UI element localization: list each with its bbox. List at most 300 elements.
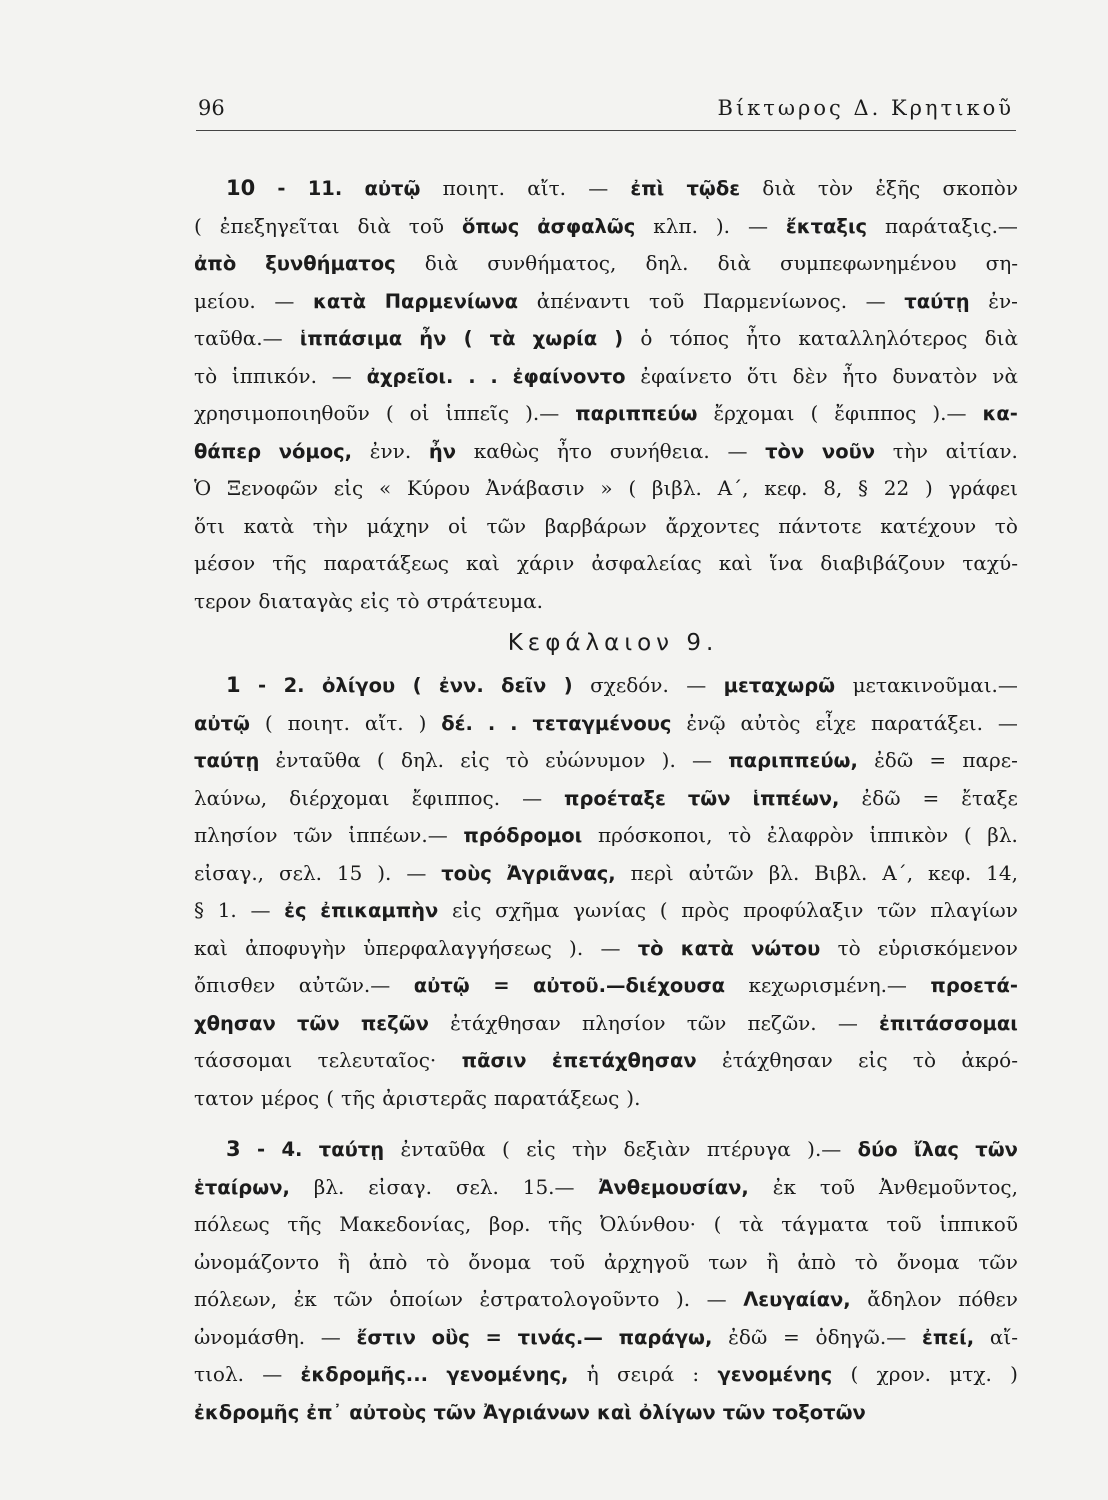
word: αἴτ. (527, 176, 566, 200)
word: 22 (883, 476, 910, 500)
word: τατον (194, 1085, 254, 1110)
word: μετακινοῦμαι.— (852, 673, 1018, 697)
word: τὸν (817, 176, 854, 200)
lemma-word: τῶν (975, 1138, 1018, 1161)
word: εἰς (460, 748, 490, 772)
word: αἴ- (989, 1324, 1018, 1349)
word: ἀπὸ (368, 1249, 408, 1274)
word: Παρμενίωνος. (702, 288, 848, 313)
lemma-word: - (256, 1138, 266, 1161)
lemma-word: = (485, 1325, 502, 1349)
commentary-paragraph (194, 667, 1018, 1117)
word: τῆς (548, 1212, 583, 1236)
lemma-word: = (493, 974, 510, 997)
lemma-word: ἔκταξις (785, 214, 868, 238)
word: κεφ. (764, 476, 808, 500)
chapter-heading: Κεφάλαιον 9. (507, 630, 719, 656)
word: Βιβλ. (814, 860, 868, 885)
text-line (194, 545, 1018, 583)
word: εἰς (452, 898, 482, 922)
word: = (783, 1324, 800, 1349)
lemma-word: ) (563, 674, 573, 697)
word: διέρχομαι (289, 785, 390, 810)
word: Ἀνάβασιν (485, 476, 585, 500)
lemma-word: Ἀνθεμουσίαν, (598, 1175, 749, 1199)
lemma-word: χωρία (532, 327, 598, 350)
lemma-word: δύο (857, 1138, 898, 1161)
word: — (331, 363, 352, 388)
word: — (522, 785, 543, 810)
word: ἀπὸ (797, 1249, 837, 1274)
word: πτέρυγα (706, 1137, 791, 1161)
word: τῆς (287, 1212, 322, 1236)
lemma-word: προετά- (930, 974, 1018, 997)
word: ( (376, 748, 385, 772)
word: κατέχουν (880, 513, 977, 538)
text-line (194, 583, 1018, 621)
word: αὐτὸς (740, 710, 801, 735)
word: ἔφιππος (834, 401, 917, 425)
text-line (194, 358, 1018, 396)
lemma-word: ἐπ᾽ (306, 1400, 343, 1424)
lemma-word: ἱππέων, (752, 786, 840, 810)
word: ) (1010, 1362, 1018, 1386)
lemma-word: ἀχρεῖοι. (366, 364, 454, 388)
word: — (262, 1362, 283, 1386)
word: τοῦ (408, 213, 445, 238)
lemma-word: ἑταίρων, (194, 1175, 290, 1199)
word: συνήθεια. (609, 438, 710, 463)
word: ἑξῆς (875, 176, 921, 200)
lemma-word: ἦν (419, 327, 447, 350)
lemma-word: κατὰ (680, 936, 734, 960)
word: : (692, 1362, 700, 1386)
lemma-word: δέ. (441, 711, 473, 735)
lemma-word: αὐτοὺς (349, 1400, 427, 1424)
lemma-word: παριππεύω, (728, 749, 858, 772)
word: — (837, 1010, 858, 1035)
lemma-word: κα- (982, 402, 1018, 425)
word: ). (715, 213, 731, 238)
word: ἔταξε (961, 785, 1018, 810)
text-line (194, 1131, 1018, 1169)
word: παρατάξεως (493, 1085, 620, 1110)
lemma-word: ταύτῃ (194, 749, 260, 772)
text-line (194, 1169, 1018, 1207)
word: μέρος (260, 1085, 320, 1110)
word: ἀριστερᾶς (382, 1085, 487, 1110)
word: ἐνταῦθα (275, 748, 361, 772)
word: ( (326, 1085, 335, 1110)
word: ).— (807, 1137, 842, 1161)
lemma-word: νόμος, (278, 439, 353, 463)
word: ὑπερφαλαγγήσεως (363, 935, 552, 960)
lemma-word: ἐπιτάσσομαι (879, 1011, 1018, 1035)
word: καὶ (194, 935, 228, 960)
word: ).— (932, 401, 967, 425)
word: σκοπὸν (942, 176, 1018, 200)
lemma-word: τὸν (765, 439, 805, 463)
lemma-word: τεταγμένους (532, 711, 672, 735)
text-line (194, 395, 1018, 433)
word: βιβλ. (651, 476, 702, 500)
word: ἱππεῖς (445, 401, 510, 425)
word: αἴτ. (364, 710, 404, 735)
word: ἀκρό- (961, 1048, 1018, 1072)
word: πρὸς (681, 898, 730, 922)
lemma-word: ἱππάσιμα (299, 327, 403, 350)
commentary-paragraph (194, 1131, 1018, 1431)
lemma-word: ( (463, 327, 473, 350)
word: πόθεν (958, 1287, 1018, 1311)
word: εὐώνυμον (545, 748, 646, 772)
word: Ξενοφῶν (226, 476, 319, 500)
word: » (600, 476, 613, 500)
lemma-word: δεῖν (501, 674, 547, 697)
word: τοῦ (549, 1249, 586, 1274)
word: ἢ (766, 1249, 779, 1274)
word: ).— (525, 401, 560, 425)
running-head: Βίκτωρος Δ. Κρητικοῦ (717, 96, 1014, 120)
word: αἰτίαν. (945, 438, 1018, 463)
lemma-word: χθησαν (194, 1011, 276, 1035)
word: ὠνομάζοντο (194, 1249, 320, 1274)
word: ἱππικὸν (869, 823, 949, 847)
word: ὅτι (746, 363, 778, 388)
word: ὠνομάσθη. (194, 1324, 306, 1349)
lemma-word: 3 (226, 1137, 241, 1161)
word: εἰς (333, 476, 364, 500)
lemma-word: - (277, 177, 286, 200)
word: παράταξις.— (885, 213, 1018, 238)
word: ὁ (640, 326, 653, 350)
lemma-word: ὅπως (461, 214, 520, 238)
lemma-word: 1 (226, 673, 241, 697)
word: δυνατὸν (892, 363, 978, 388)
word: τὰ (739, 1212, 764, 1236)
word: τὸ (396, 588, 420, 613)
text-line (194, 1080, 1018, 1118)
word: βορ. (488, 1212, 531, 1236)
word: λαύνω, (194, 785, 268, 810)
word: τῶν (486, 513, 527, 538)
text-line (194, 245, 1018, 283)
word: ἐκ (293, 1287, 317, 1311)
word: — (686, 673, 707, 697)
word: χάριν (516, 551, 575, 575)
lemma-word: γενομένης (717, 1363, 833, 1386)
word: — (997, 710, 1018, 735)
word: οἱ (409, 401, 430, 425)
word: τὴν (892, 438, 928, 463)
word: ἔφιππος. (411, 785, 501, 810)
word: ἀρχηγοῦ (603, 1249, 690, 1274)
word: ἐνῷ (686, 710, 726, 735)
lemma-word: τῶν (296, 1011, 340, 1035)
word: ( (963, 823, 972, 847)
word: — (250, 898, 271, 922)
word: εὑρισκόμενον (877, 935, 1018, 960)
word: Α΄, (717, 476, 749, 500)
word: τάγματα (781, 1212, 869, 1236)
word: ταχύ- (962, 551, 1018, 575)
text-line (194, 705, 1018, 743)
word: γωνίας (573, 898, 647, 922)
word: ἦτο (556, 438, 593, 463)
text-line (194, 1005, 1018, 1043)
word: ταῦθα.— (194, 326, 283, 350)
text-line (194, 508, 1018, 546)
lemma-word: νώτου (751, 936, 821, 960)
text-line (194, 855, 1018, 893)
word: δὲν (792, 363, 828, 388)
word: — (865, 288, 886, 313)
word: τῆς (341, 1085, 376, 1110)
lemma-word: τὸ (637, 936, 664, 960)
word: ἐλαφρὸν (766, 823, 854, 847)
lemma-word: ὀλίγων (638, 1400, 716, 1424)
lemma-word: θάπερ (194, 439, 262, 463)
lemma-word: καὶ (596, 1400, 632, 1424)
lemma-word: ἐπετάχθησαν (551, 1049, 697, 1072)
word: παρε- (962, 748, 1018, 772)
lemma-word: ἐπικαμπὴν (320, 899, 439, 922)
lemma-word: τῶν (433, 1400, 477, 1424)
word: ἐδῶ (874, 748, 914, 772)
word: ἐνταῦθα (400, 1137, 486, 1161)
word: συμπεφωνημένου (780, 251, 957, 275)
lemma-word: παράγω, (618, 1325, 713, 1349)
word: τερον (194, 588, 252, 613)
word: — (406, 860, 427, 885)
lemma-word: οὓς (431, 1325, 470, 1349)
word: = (922, 785, 940, 810)
word: ) (925, 476, 933, 500)
word: ἦτο (842, 363, 878, 388)
word: ἢ (337, 1249, 350, 1274)
word: κεχωρισμένη.— (748, 973, 907, 997)
word: ἱππέων.— (348, 823, 448, 847)
word: σχῆμα (495, 898, 560, 922)
word: 1. (217, 898, 237, 922)
word: 15 (336, 860, 363, 885)
commentary-text (194, 170, 1018, 1431)
word: τοῦ (886, 1212, 922, 1236)
word: τὴν (571, 1137, 608, 1161)
word: πόλεως (194, 1212, 270, 1236)
word: πλησίον (194, 823, 278, 847)
word: — (692, 748, 713, 772)
text-line (194, 967, 1018, 1005)
lemma-word: ταύτῃ (904, 289, 970, 313)
lemma-word: ξυνθήματος (265, 252, 396, 275)
word: = (929, 748, 947, 772)
text-line (194, 1281, 1018, 1319)
word: βλ. (768, 860, 800, 885)
text-line (194, 1319, 1018, 1357)
lemma-word: τῷδε (686, 177, 741, 200)
word: ἐτάχθησαν (722, 1048, 833, 1072)
word: — (588, 176, 609, 200)
word: ἀποφυγὴν (245, 935, 347, 960)
word: Κύρου (406, 476, 471, 500)
lemma-word: ἀπὸ (194, 252, 237, 275)
word: βαρβάρων (544, 513, 647, 538)
word: τὴν (312, 513, 348, 538)
text-line (194, 170, 1018, 208)
lemma-word: ὀλίγου (321, 674, 396, 697)
lemma-word: τοὺς (441, 861, 492, 885)
word: γράφει (948, 476, 1018, 500)
word: ) (418, 710, 427, 735)
lemma-word: Παρμενίωνα (384, 289, 519, 313)
lemma-word: . (490, 364, 498, 388)
lemma-word: πρόδρομοι (463, 824, 583, 847)
word: πεζῶν. (747, 1010, 817, 1035)
lemma-word: ἐπεί, (921, 1325, 975, 1349)
word: ἐν- (988, 288, 1018, 313)
word: τὸ (505, 748, 529, 772)
text-line (194, 1042, 1018, 1080)
word: ). (626, 1085, 641, 1110)
lemma-word: ἐνν. (438, 674, 484, 697)
word: εἰς (360, 588, 390, 613)
word: « (378, 476, 392, 500)
word: δηλ. (645, 251, 689, 275)
word: ἐκ (772, 1174, 796, 1199)
word: 8, (823, 476, 843, 500)
word: ). (661, 748, 676, 772)
lemma-word: ἀσφαλῶς (537, 214, 636, 238)
word: εἰς (526, 1137, 556, 1161)
word: ἡ (586, 1362, 599, 1386)
word: Α΄, (882, 860, 914, 885)
word: εἰς (858, 1048, 888, 1072)
word: χρησιμοποιηθοῦν (194, 401, 370, 425)
word: τάσσομαι (194, 1048, 293, 1072)
word: καὶ (718, 551, 753, 575)
word: ὄνομα (468, 1249, 531, 1274)
lemma-word: αὐτῷ (364, 177, 421, 200)
lemma-word: 10 (226, 176, 256, 200)
word: ποιητ. (442, 176, 506, 200)
word: ( (264, 710, 273, 735)
lemma-word: νοῦν (821, 439, 876, 463)
word: ἱππικόν. (231, 363, 317, 388)
lemma-word: Ἀγριάνων (483, 1400, 590, 1424)
word: ἀπέναντι (536, 288, 631, 313)
text-line (194, 780, 1018, 818)
word: σελ. (278, 860, 322, 885)
word: Ὁ (194, 476, 212, 500)
word: Μακεδονίας, (339, 1212, 472, 1236)
word: τιολ. (194, 1362, 244, 1386)
word: ( (850, 1362, 859, 1386)
word: Ἀνθεμοῦντος, (878, 1174, 1018, 1199)
word: μέσον (194, 551, 256, 575)
word: εἰσαγ., (194, 860, 265, 885)
paragraph-gap (194, 1117, 1018, 1131)
word: πλησίον (582, 1010, 666, 1035)
word: 14, (986, 860, 1018, 885)
word: διὰ (762, 176, 796, 200)
word: παρατάξεως (323, 551, 449, 575)
word: — (727, 438, 748, 463)
lemma-word: τὰ (489, 327, 516, 350)
word: μάχην (366, 513, 430, 538)
word: νὰ (992, 363, 1018, 388)
word: προφύλαξιν (743, 898, 864, 922)
word: εἶχε (815, 710, 857, 735)
word: — (706, 1287, 727, 1311)
word: ἔρχομαι (713, 401, 795, 425)
word: τόπος (669, 326, 730, 350)
lemma-word: ) (614, 327, 624, 350)
word: διὰ (424, 251, 459, 275)
text-line (194, 208, 1018, 246)
lemma-word: κατὰ (312, 289, 367, 313)
lemma-word: πᾶσιν (461, 1049, 527, 1072)
word: ἄδηλον (867, 1287, 942, 1311)
lemma-word: ( (412, 674, 422, 697)
word: οἱ (448, 513, 468, 538)
word: τῶν (877, 898, 917, 922)
lemma-word: Ἀγριᾶνας, (506, 861, 616, 885)
word: — (274, 288, 295, 313)
word: διαβιβάζουν (820, 551, 946, 575)
text-line (194, 433, 1018, 471)
word: τοῦ (649, 288, 685, 313)
lemma-word: . (510, 711, 518, 735)
lemma-word: τοξοτῶν (772, 1400, 866, 1424)
text-line (194, 667, 1018, 705)
word: διὰ (984, 326, 1018, 350)
word: τὸ (194, 363, 218, 388)
text-line (194, 1394, 1018, 1432)
word: περὶ (630, 860, 674, 885)
text-line (194, 1206, 1018, 1244)
word: § (194, 898, 204, 922)
word: ἐδῶ (861, 785, 901, 810)
word: ση- (985, 251, 1018, 275)
word: καὶ (466, 551, 500, 575)
word: μείου. (194, 288, 256, 313)
word: τῶν (293, 823, 333, 847)
word: κλπ. (653, 213, 698, 238)
lemma-word: αὐτοῦ.—διέχουσα (533, 974, 726, 997)
word: των (708, 1249, 748, 1274)
word: ( (502, 1137, 510, 1161)
word: στράτευμα. (426, 588, 543, 613)
word: δεξιὰν (623, 1137, 691, 1161)
lemma-word: ἐκδρομῆς... (300, 1363, 429, 1386)
word: τῶν (333, 1287, 373, 1311)
lemma-word: πεζῶν (360, 1011, 429, 1035)
word: συνθήματος, (487, 251, 617, 275)
word: ὁποίων (389, 1287, 463, 1311)
word: τὸ (854, 1249, 878, 1274)
text-line (194, 283, 1018, 321)
word: αὐτῶν.— (298, 973, 391, 997)
word: Ὀλύνθου· (600, 1212, 696, 1236)
word: σχεδόν. (590, 673, 669, 697)
word: κατὰ (243, 513, 295, 538)
lemma-word: αὐτῷ (413, 974, 470, 997)
lemma-word: τῶν (722, 1400, 766, 1424)
word: ). (569, 935, 584, 960)
word: ὅτι (194, 513, 225, 538)
word: τὸ (426, 1249, 450, 1274)
